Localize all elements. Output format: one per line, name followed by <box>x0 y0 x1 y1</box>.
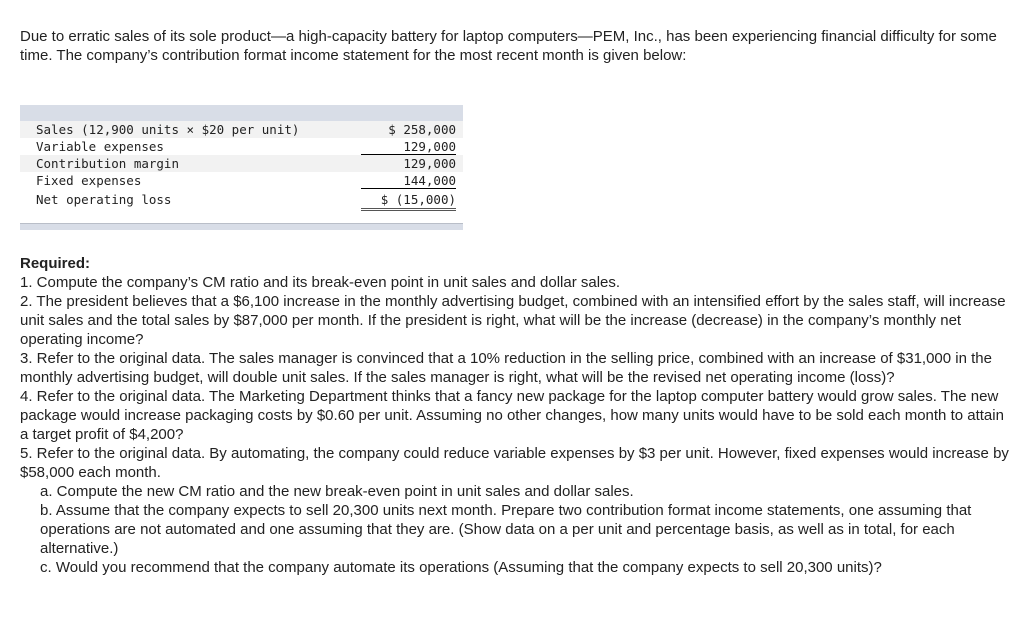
table-row: Sales (12,900 units × $20 per unit) $ 258,000 <box>20 121 463 138</box>
table-body <box>20 121 463 211</box>
table-row: Contribution margin 129,000 <box>20 155 463 172</box>
required-item: 3. Refer to the original data. The sales manager is convinced that a 10% reduction in the selling price, combined with an increase of $31,000 in the monthly advertising budget, will double unit sales. If the sales manager is right, what will be the revised net operating income (loss)? <box>20 350 992 386</box>
required-section <box>20 254 1015 577</box>
table-row: Fixed expenses 144,000 <box>36 173 456 188</box>
table-header-band <box>20 105 463 121</box>
table-footer-band <box>20 223 463 230</box>
required-item: 1. Compute the company’s CM ratio and its break-even point in unit sales and dollar sales. <box>20 274 621 291</box>
required-heading: Required: <box>20 255 91 272</box>
income-statement-table <box>20 105 463 230</box>
intro-text: Due to erratic sales of its sole product—a high-capacity battery for laptop computers—PEM, Inc., has been experiencing financial difficulty for some time. The company’s contribution format income statement for the most recent month is given below: <box>20 28 997 64</box>
required-subitem: a. Compute the new CM ratio and the new break-even point in unit sales and dollar sales. <box>40 483 634 500</box>
required-item: 4. Refer to the original data. The Marketing Department thinks that a fancy new package for the laptop computer battery would grow sales. The new package would increase packaging costs by $0.60 per unit. Assuming no other changes, how many units would have to be sold each month to attain a target profit of $4,200? <box>20 388 1004 443</box>
required-subitem: c. Would you recommend that the company automate its operations (Assuming that the company expects to sell 20,300 units)? <box>40 559 882 576</box>
table-row: Net operating loss $ (15,000) <box>20 189 463 211</box>
required-item: 5. Refer to the original data. By automating, the company could reduce variable expenses by $3 per unit. However, fixed expenses would increase by $58,000 each month. <box>20 445 1009 481</box>
table-row: Variable expenses 129,000 <box>36 139 456 154</box>
required-subitem: b. Assume that the company expects to sell 20,300 units next month. Prepare two contribution format income statements, one assuming that operations are not automated and one assuming that they are. (Show data on a per unit and percentage basis, as well as in total, for each alternative.) <box>40 502 972 557</box>
required-item: 2. The president believes that a $6,100 increase in the monthly advertising budget, combined with an intensified effort by the sales staff, will increase unit sales and the total sales by $87,000 per month. If the president is right, what will be the increase (decrease) in the company’s monthly net operating income? <box>20 293 1006 348</box>
